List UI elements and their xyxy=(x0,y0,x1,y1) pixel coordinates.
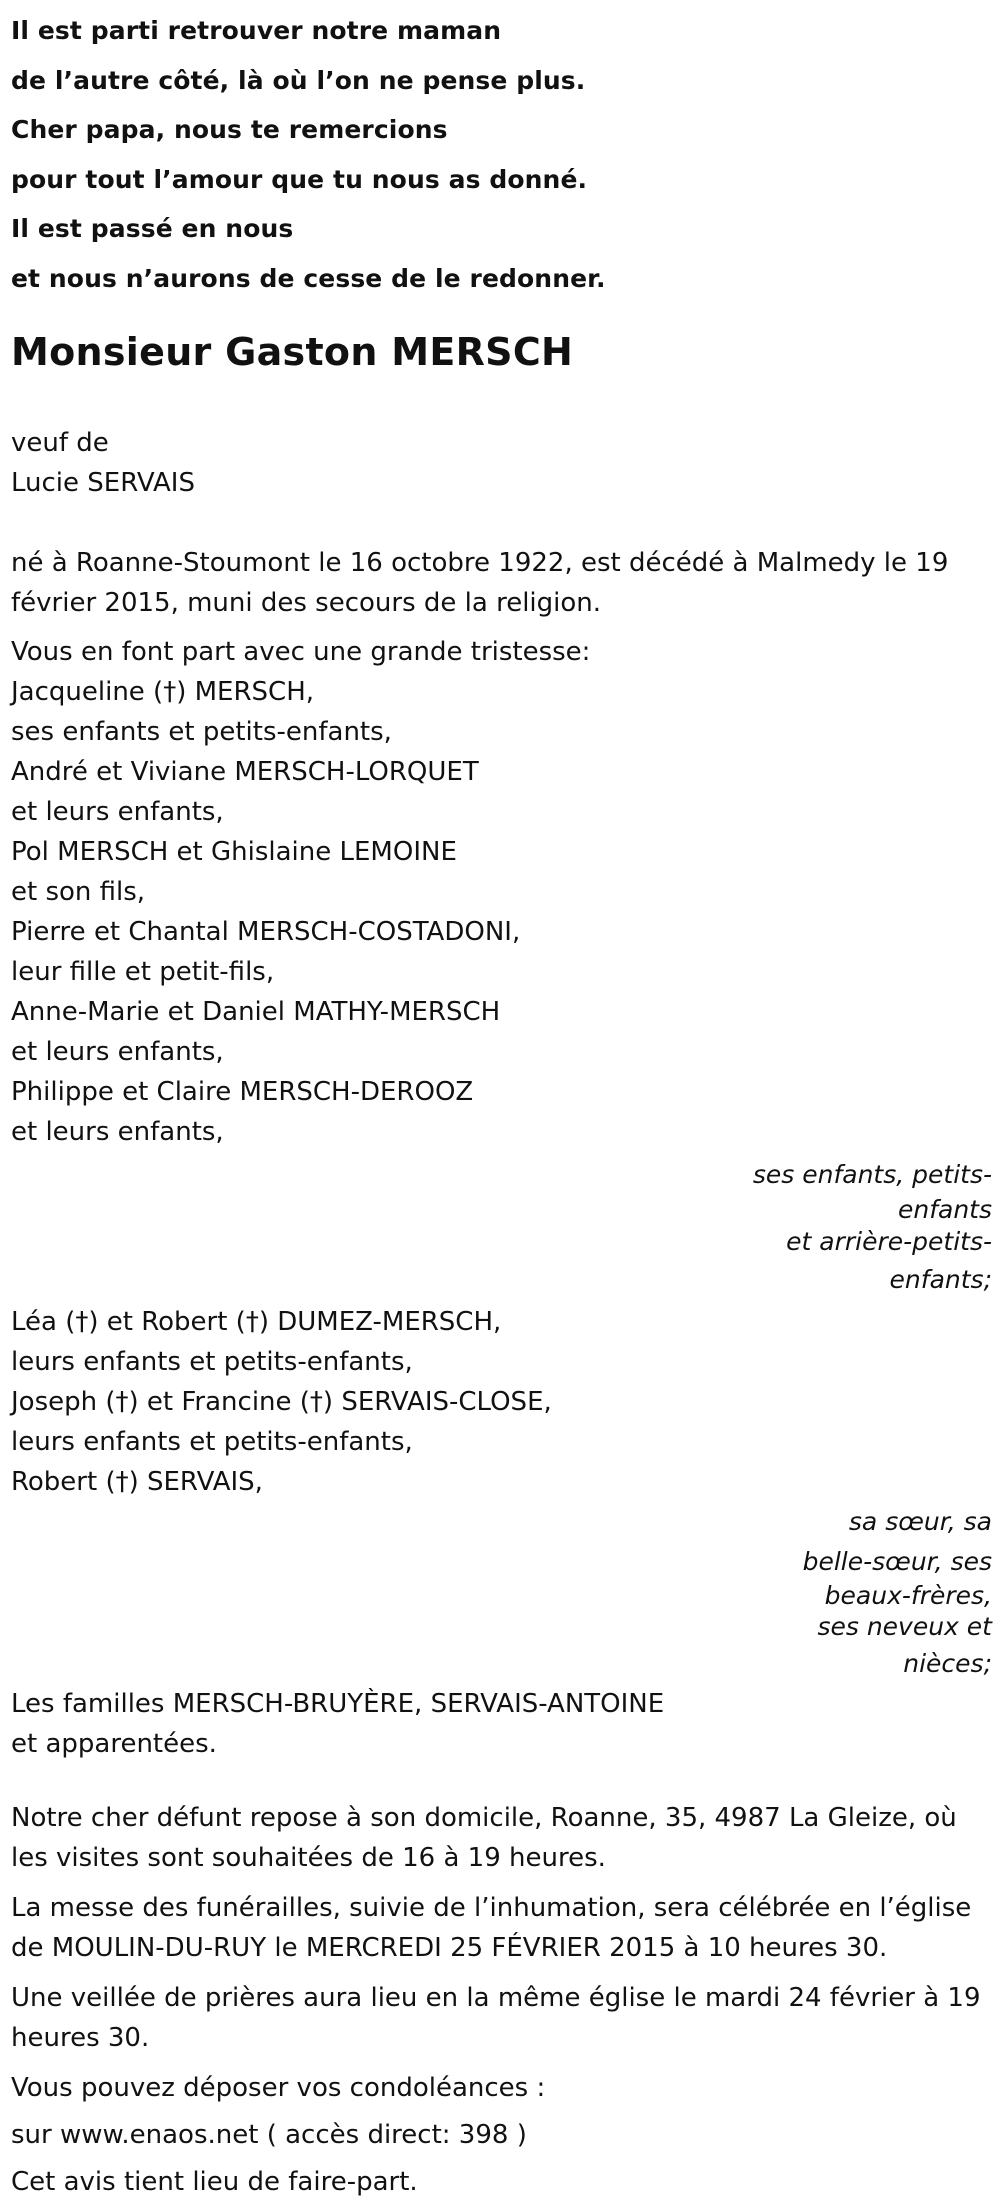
poem-line: pour tout l’amour que tu nous as donné. xyxy=(11,164,588,194)
family-line: Léa (†) et Robert (†) DUMEZ-MERSCH, xyxy=(11,1307,502,1337)
role-line: belle-sœur, ses xyxy=(802,1547,992,1576)
role-line: ses neveux et xyxy=(817,1612,992,1641)
birth-death-line: né à Roanne-Stoumont le 16 octobre 1922, est décédé à Malmedy le 19 xyxy=(11,548,949,578)
family-line: et leurs enfants, xyxy=(11,797,224,827)
role-line: et arrière-petits- xyxy=(786,1227,992,1256)
poem xyxy=(11,6,993,303)
family-line: et leurs enfants, xyxy=(11,1117,224,1147)
family-line: et son fils, xyxy=(11,877,146,907)
closing-note: Cet avis tient lieu de faire-part. xyxy=(11,2167,418,2197)
obituary-notice xyxy=(11,0,993,2202)
spacer xyxy=(11,2058,993,2068)
families-block xyxy=(11,1684,993,1764)
funeral-block xyxy=(11,1888,993,1968)
family-line: Pol MERSCH et Ghislaine LEMOINE xyxy=(11,837,457,867)
family-line: Anne-Marie et Daniel MATHY-MERSCH xyxy=(11,997,501,1027)
children-role xyxy=(11,1152,993,1298)
family-line: Philippe et Claire MERSCH-DEROOZ xyxy=(11,1077,474,1107)
family-line: Robert (†) SERVAIS, xyxy=(11,1467,263,1497)
family-line: ses enfants et petits-enfants, xyxy=(11,717,392,747)
family-line: Jacqueline (†) MERSCH, xyxy=(11,677,315,707)
family-line: Joseph (†) et Francine (†) SERVAIS-CLOSE, xyxy=(11,1387,552,1417)
vigil-line: heures 30. xyxy=(11,2023,150,2053)
spacer xyxy=(11,1878,993,1888)
visitation-line: les visites sont souhaitées de 16 à 19 heures. xyxy=(11,1843,606,1873)
visitation-line: Notre cher défunt repose à son domicile, Roanne, 35, 4987 La Gleize, où xyxy=(11,1803,957,1833)
siblings-role xyxy=(11,1502,993,1684)
family-line: André et Viviane MERSCH-LORQUET xyxy=(11,757,479,787)
family-line: Pierre et Chantal MERSCH-COSTADONI, xyxy=(11,917,521,947)
funeral-line: de MOULIN-DU-RUY le MERCREDI 25 FÉVRIER 2015 à 10 heures 30. xyxy=(11,1933,888,1963)
poem-line: Il est passé en nous xyxy=(11,214,294,243)
families-line: Les familles MERSCH-BRUYÈRE, SERVAIS-ANTOINE xyxy=(11,1689,665,1719)
spouse-label: veuf de xyxy=(11,428,109,458)
role-line: ses enfants, petits- xyxy=(752,1160,992,1189)
family-line: leurs enfants et petits-enfants, xyxy=(11,1427,413,1457)
deceased-name: Monsieur Gaston MERSCH xyxy=(11,330,574,374)
spacer xyxy=(11,1968,993,1978)
poem-line: Cher papa, nous te remercions xyxy=(11,115,448,144)
poem-line: de l’autre côté, là où l’on ne pense plus. xyxy=(11,65,586,95)
vigil-block xyxy=(11,1978,993,2058)
siblings-block xyxy=(11,1302,993,1502)
role-line: enfants xyxy=(897,1195,992,1224)
family-line: leurs enfants et petits-enfants, xyxy=(11,1347,413,1377)
spacer xyxy=(11,1764,993,1798)
funeral-line: La messe des funérailles, suivie de l’inhumation, sera célébrée en l’église xyxy=(11,1893,972,1923)
role-line: beaux-frères, xyxy=(824,1581,992,1610)
birth-death-line: février 2015, muni des secours de la religion. xyxy=(11,588,602,618)
poem-line: et nous n’aurons de cesse de le redonner. xyxy=(11,263,606,293)
condolences-intro: Vous pouvez déposer vos condoléances : xyxy=(11,2073,546,2103)
role-line: enfants; xyxy=(889,1265,992,1294)
visitation-block xyxy=(11,1798,993,1878)
spouse-block xyxy=(11,423,993,503)
spouse-name: Lucie SERVAIS xyxy=(11,468,195,498)
family-line: et leurs enfants, xyxy=(11,1037,224,1067)
family-block xyxy=(11,632,993,1152)
role-line: sa sœur, sa xyxy=(848,1507,992,1536)
poem-line: Il est parti retrouver notre maman xyxy=(11,16,502,45)
condolences-link: sur www.enaos.net ( accès direct: 398 ) xyxy=(11,2120,527,2150)
family-line: leur fille et petit-fils, xyxy=(11,957,275,987)
birth-death-block xyxy=(11,543,993,623)
family-intro: Vous en font part avec une grande tristesse: xyxy=(11,637,591,667)
role-line: nièces; xyxy=(903,1649,992,1678)
families-line: et apparentées. xyxy=(11,1729,217,1759)
vigil-line: Une veillée de prières aura lieu en la même église le mardi 24 février à 19 xyxy=(11,1983,981,2013)
